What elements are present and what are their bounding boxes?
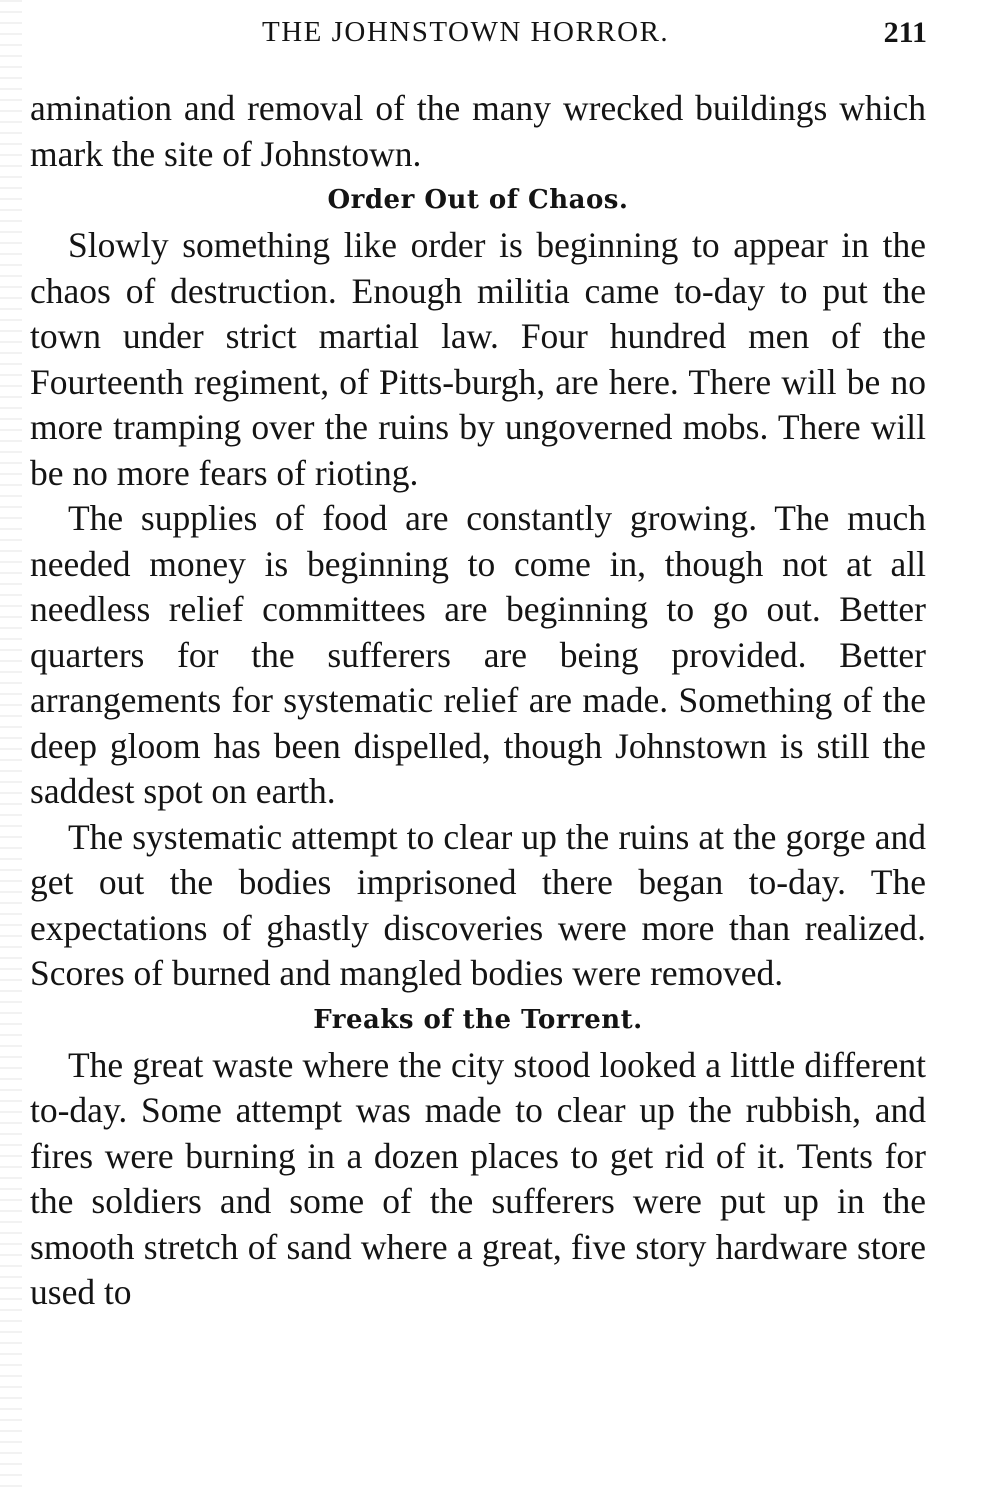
paragraph-militia: Slowly something like order is beginning to appear in the chaos of destruction. Enough militia came to-day to put the town under strict martial law. Four hundred men of the Fourteenth regiment, of Pitts-burgh, are here. There will be no more tramping over the ruins by ungoverned mobs. There will be no more fears of rioting.	[30, 225, 926, 493]
page-header	[262, 16, 927, 56]
paragraph-gorge: The systematic attempt to clear up the ruins at the gorge and get out the bodies imprisoned there began to-day. The expectations of ghastly discoveries were more than realized. Scores of burned and mangled bodies were removed.	[30, 816, 926, 993]
scan-edge-speckle	[0, 0, 22, 1492]
section-heading-order-out-of-chaos: Order Out of Chaos.	[327, 185, 629, 215]
running-title: THE JOHNSTOWN HORROR.	[262, 16, 670, 48]
body-text	[30, 86, 926, 1316]
paragraph-supplies: The supplies of food are constantly growing. The much needed money is beginning to come in, though not at all needless relief committees are beginning to go out. Better quarters for the sufferers are being provided. Better arrangements for systematic relief are made. Something of the deep gloom has been dispelled, though Johnstown is still the saddest spot on earth.	[30, 498, 926, 811]
page-number: 211	[883, 16, 927, 49]
section-heading-freaks-of-the-torrent: Freaks of the Torrent.	[313, 1004, 643, 1035]
continued-paragraph: amination and removal of the many wrecked buildings which mark the site of Johnstown.	[30, 88, 926, 174]
paragraph-great-waste: The great waste where the city stood looked a little different to-day. Some attempt was made to clear up the rubbish, and fires were burning in a dozen places to get rid of it. Tents for the soldiers and some of the sufferers were put up in the smooth stretch of sand where a great, five story hardware store used to	[30, 1044, 926, 1312]
